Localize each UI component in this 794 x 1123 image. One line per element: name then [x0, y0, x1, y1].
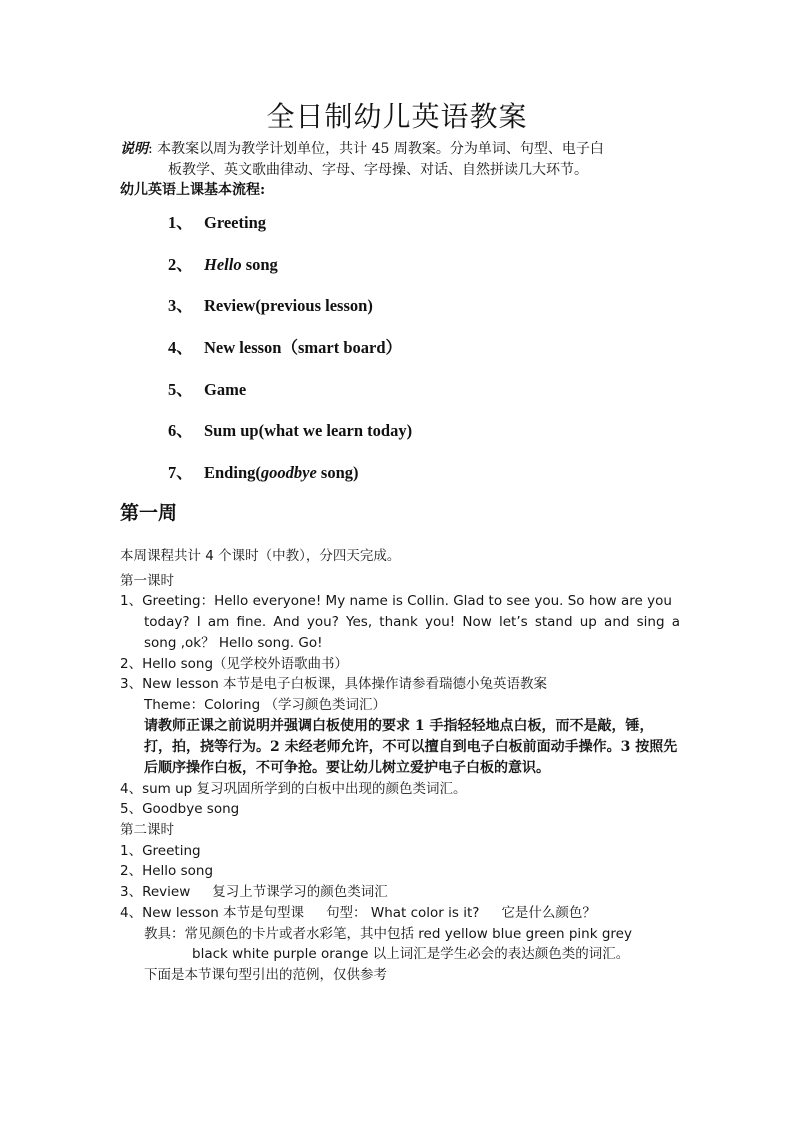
lesson-2-item-2: 2、Hello song: [120, 863, 214, 880]
intro-label: 说明: [120, 141, 148, 157]
flow-heading: 幼儿英语上课基本流程:: [120, 182, 266, 198]
lesson-1-item-2: 2、Hello song（见学校外语歌曲书）: [120, 655, 349, 672]
flow-item: 1、 Greeting: [168, 213, 267, 232]
intro-line-2: 板教学、英文歌曲律动、字母、字母操、对话、自然拼读几大环节。: [168, 162, 588, 178]
week-1-heading: 第一周: [120, 502, 178, 524]
week-summary: 本周课程共计 4 个课时（中教），分四天完成。: [120, 548, 401, 564]
document-title: 全日制幼儿英语教案: [266, 100, 528, 133]
lesson-2-item-4: 4、New lesson 本节是句型课 句型： What color is it? 它是什么颜色？: [120, 904, 596, 921]
lesson-2-tools: 教具：常见颜色的卡片或者水彩笔，其中包括 red yellow blue green pink grey: [144, 925, 632, 942]
lesson-1-item-1: 1、Greeting：Hello everyone! My name is Collin. Glad to see you. So how are you: [120, 593, 672, 610]
lesson-1-item-3: 3、New lesson 本节是电子白板课，具体操作请参看瑞德小兔英语教案: [120, 676, 548, 693]
whiteboard-rules: 请教师正课之前说明并强调白板使用的要求 1 手指轻轻地点白板，而不是敲，锤，打，拍，挠等行为。2 未经老师允许，不可以擅自到电子白板前面动手操作。3 按照先后顺序操作白板，不可争抢。要让幼儿树立爱护电子白板的意识。: [144, 717, 678, 776]
lesson-1-item-1-cont: today? I am fine. And you? Yes, thank you! Now let’s stand up and sing a: [144, 614, 680, 631]
lesson-1-item-5: 5、Goodbye song: [120, 801, 240, 818]
lesson-2-tools-cont: black white purple orange 以上词汇是学生必会的表达颜色类的词汇。: [192, 946, 630, 963]
flow-item: 5、 Game: [168, 379, 247, 399]
flow-item: 6、 Sum up(what we learn today): [168, 421, 413, 441]
lesson-1-theme: Theme：Coloring （学习颜色类词汇）: [144, 696, 386, 713]
flow-item: 7、 Ending(goodbye song): [168, 463, 359, 483]
lesson-1-item-1-end: song ,ok？ Hello song. Go!: [144, 634, 323, 651]
lesson-2-heading: 第二课时: [120, 822, 174, 839]
week-1-body: [120, 546, 680, 986]
lesson-1-heading: 第一课时: [120, 572, 174, 589]
lesson-2-item-1: 1、Greeting: [120, 842, 201, 859]
flow-item: 2、 Hello song: [168, 254, 278, 274]
lesson-1-item-4: 4、sum up 复习巩固所学到的白板中出现的颜色类词汇。: [120, 780, 467, 797]
intro-line-1: : 本教案以周为教学计划单位，共计 45 周教案。分为单词、句型、电子白: [148, 141, 604, 157]
lesson-2-item-3: 3、Review 复习上节课学习的颜色类词汇: [120, 884, 388, 901]
flow-item: 3、 Review(previous lesson): [168, 296, 373, 316]
flow-list: [168, 214, 412, 506]
lesson-2-example: 下面是本节课句型引出的范例，仅供参考: [144, 966, 387, 983]
intro-paragraph: [120, 139, 680, 181]
flow-item: 4、 New lesson（smart board）: [168, 338, 402, 358]
